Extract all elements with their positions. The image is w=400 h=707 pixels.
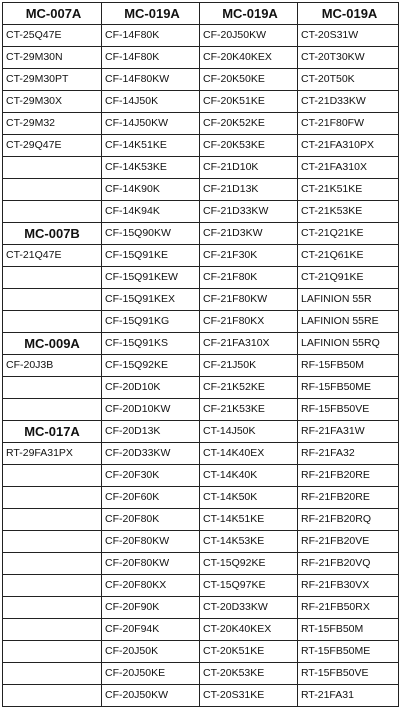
model-cell: CT-29M30X xyxy=(3,91,102,113)
model-cell: LAFINION 55RE xyxy=(298,311,399,333)
model-cell: RT-15FB50ME xyxy=(298,641,399,663)
model-cell: LAFINION 55RQ xyxy=(298,333,399,355)
model-cell: CF-15Q91KG xyxy=(102,311,200,333)
table-row xyxy=(3,421,399,443)
model-cell: CT-20S31KE xyxy=(200,685,298,707)
group-heading: MC-009A xyxy=(3,333,102,355)
model-cell: CT-20S31W xyxy=(298,25,399,47)
table-row xyxy=(3,377,399,399)
model-cell: CT-21FA310X xyxy=(298,157,399,179)
model-cell: RF-21FB20RE xyxy=(298,487,399,509)
model-cell: CT-21F80FW xyxy=(298,113,399,135)
table-row xyxy=(3,69,399,91)
model-cell: CF-20K50KE xyxy=(200,69,298,91)
model-cell: CT-15Q92KE xyxy=(200,553,298,575)
model-cell: CT-29M30PT xyxy=(3,69,102,91)
table-row xyxy=(3,443,399,465)
model-cell: CT-14K50K xyxy=(200,487,298,509)
table-row xyxy=(3,333,399,355)
model-cell: CF-20J50KW xyxy=(102,685,200,707)
model-cell: CF-15Q91KEW xyxy=(102,267,200,289)
model-cell: CF-14F80K xyxy=(102,47,200,69)
model-cell: CT-20T50K xyxy=(298,69,399,91)
model-cell: CF-20K40KEX xyxy=(200,47,298,69)
model-cell: CF-14K53KE xyxy=(102,157,200,179)
table-row xyxy=(3,135,399,157)
model-cell xyxy=(3,685,102,707)
model-cell xyxy=(3,267,102,289)
model-cell: CF-20D13K xyxy=(102,421,200,443)
table-row xyxy=(3,597,399,619)
column-header: MC-019A xyxy=(298,3,399,25)
model-cell: CF-21K53KE xyxy=(200,399,298,421)
model-cell: CF-21F80K xyxy=(200,267,298,289)
model-cell: RF-21FB50RX xyxy=(298,597,399,619)
model-cell: CT-20K53KE xyxy=(200,663,298,685)
compatibility-sheet xyxy=(2,2,398,707)
table-row xyxy=(3,245,399,267)
model-cell xyxy=(3,465,102,487)
model-cell xyxy=(3,289,102,311)
model-cell: CF-15Q92KE xyxy=(102,355,200,377)
model-cell: CF-20F80K xyxy=(102,509,200,531)
model-cell: CT-20T30KW xyxy=(298,47,399,69)
model-cell: CF-14K94K xyxy=(102,201,200,223)
model-cell: CF-14K51KE xyxy=(102,135,200,157)
model-cell: RT-15FB50VE xyxy=(298,663,399,685)
model-cell: CT-14J50K xyxy=(200,421,298,443)
model-cell: CF-20K53KE xyxy=(200,135,298,157)
table-row xyxy=(3,289,399,311)
model-cell: CF-21F80KX xyxy=(200,311,298,333)
model-cell xyxy=(3,157,102,179)
table-row xyxy=(3,685,399,707)
model-cell xyxy=(3,531,102,553)
model-cell: CT-21Q21KE xyxy=(298,223,399,245)
model-cell xyxy=(3,553,102,575)
model-cell: CF-20D33KW xyxy=(102,443,200,465)
table-row xyxy=(3,201,399,223)
model-compatibility-table xyxy=(2,2,399,707)
table-row xyxy=(3,311,399,333)
table-row xyxy=(3,641,399,663)
model-cell: CF-20J50KE xyxy=(102,663,200,685)
table-row xyxy=(3,575,399,597)
table-row xyxy=(3,399,399,421)
model-cell xyxy=(3,509,102,531)
model-cell xyxy=(3,619,102,641)
model-cell: RF-21FA32 xyxy=(298,443,399,465)
model-cell: CT-21Q61KE xyxy=(298,245,399,267)
column-header: MC-019A xyxy=(102,3,200,25)
model-cell xyxy=(3,575,102,597)
model-cell: RT-15FB50M xyxy=(298,619,399,641)
model-cell: CF-20F90K xyxy=(102,597,200,619)
model-cell: CF-21K52KE xyxy=(200,377,298,399)
model-cell: CT-15Q97KE xyxy=(200,575,298,597)
model-cell: RT-29FA31PX xyxy=(3,443,102,465)
model-cell: CT-21D33KW xyxy=(298,91,399,113)
model-cell: CF-15Q91KE xyxy=(102,245,200,267)
model-cell: CT-14K40K xyxy=(200,465,298,487)
table-row xyxy=(3,223,399,245)
model-cell: RF-15FB50ME xyxy=(298,377,399,399)
model-cell: CF-20D10KW xyxy=(102,399,200,421)
model-cell: CF-21D13K xyxy=(200,179,298,201)
model-cell xyxy=(3,377,102,399)
group-heading: MC-017A xyxy=(3,421,102,443)
table-row xyxy=(3,531,399,553)
model-cell: CF-21D3KW xyxy=(200,223,298,245)
table-row xyxy=(3,267,399,289)
table-row xyxy=(3,487,399,509)
model-cell: CF-20J3B xyxy=(3,355,102,377)
model-cell: CF-21F80KW xyxy=(200,289,298,311)
model-cell: CF-20J50K xyxy=(102,641,200,663)
model-cell xyxy=(3,487,102,509)
model-cell: CF-14F80KW xyxy=(102,69,200,91)
model-cell: CF-15Q90KW xyxy=(102,223,200,245)
model-cell: CF-20F94K xyxy=(102,619,200,641)
table-row xyxy=(3,465,399,487)
model-cell: CT-29Q47E xyxy=(3,135,102,157)
model-cell: CT-21FA310PX xyxy=(298,135,399,157)
model-cell: CF-21D33KW xyxy=(200,201,298,223)
model-cell: CT-25Q47E xyxy=(3,25,102,47)
table-row xyxy=(3,663,399,685)
model-cell: RT-21FA31 xyxy=(298,685,399,707)
model-cell: CF-15Q91KS xyxy=(102,333,200,355)
table-row xyxy=(3,25,399,47)
table-row xyxy=(3,91,399,113)
model-cell: CF-20F80KW xyxy=(102,553,200,575)
model-cell xyxy=(3,597,102,619)
model-cell: CF-20D10K xyxy=(102,377,200,399)
model-cell: CT-20D33KW xyxy=(200,597,298,619)
model-cell: CF-21J50K xyxy=(200,355,298,377)
model-cell: CT-20K40KEX xyxy=(200,619,298,641)
model-cell: CT-14K53KE xyxy=(200,531,298,553)
table-row xyxy=(3,179,399,201)
column-header: MC-019A xyxy=(200,3,298,25)
table-body xyxy=(3,25,399,707)
table-row xyxy=(3,47,399,69)
model-cell: CT-29M32 xyxy=(3,113,102,135)
model-cell: RF-21FB20RQ xyxy=(298,509,399,531)
table-row xyxy=(3,355,399,377)
model-cell xyxy=(3,201,102,223)
table-row xyxy=(3,157,399,179)
model-cell: RF-15FB50M xyxy=(298,355,399,377)
model-cell: CF-21D10K xyxy=(200,157,298,179)
column-header: MC-007A xyxy=(3,3,102,25)
model-cell: RF-21FB20RE xyxy=(298,465,399,487)
model-cell: CF-20F60K xyxy=(102,487,200,509)
model-cell xyxy=(3,641,102,663)
model-cell: RF-21FA31W xyxy=(298,421,399,443)
group-heading: MC-007B xyxy=(3,223,102,245)
model-cell: CF-21FA310X xyxy=(200,333,298,355)
table-row xyxy=(3,553,399,575)
model-cell: CF-21F30K xyxy=(200,245,298,267)
model-cell: CF-14K90K xyxy=(102,179,200,201)
model-cell: CT-21Q47E xyxy=(3,245,102,267)
header-row xyxy=(3,3,399,25)
model-cell: RF-21FB30VX xyxy=(298,575,399,597)
table-row xyxy=(3,619,399,641)
model-cell: CF-20K52KE xyxy=(200,113,298,135)
model-cell: RF-21FB20VQ xyxy=(298,553,399,575)
model-cell: CF-14J50K xyxy=(102,91,200,113)
model-cell: CT-21K51KE xyxy=(298,179,399,201)
model-cell: CF-20K51KE xyxy=(200,91,298,113)
model-cell: LAFINION 55R xyxy=(298,289,399,311)
model-cell xyxy=(3,311,102,333)
model-cell: CF-14F80K xyxy=(102,25,200,47)
model-cell: CF-14J50KW xyxy=(102,113,200,135)
model-cell: CF-20F30K xyxy=(102,465,200,487)
model-cell: RF-21FB20VE xyxy=(298,531,399,553)
model-cell: CT-21K53KE xyxy=(298,201,399,223)
table-row xyxy=(3,113,399,135)
model-cell: CT-14K40EX xyxy=(200,443,298,465)
model-cell: CF-20J50KW xyxy=(200,25,298,47)
model-cell xyxy=(3,663,102,685)
model-cell: CF-15Q91KEX xyxy=(102,289,200,311)
model-cell: CF-20F80KX xyxy=(102,575,200,597)
model-cell: CT-20K51KE xyxy=(200,641,298,663)
model-cell: CT-21Q91KE xyxy=(298,267,399,289)
model-cell: CT-14K51KE xyxy=(200,509,298,531)
table-row xyxy=(3,509,399,531)
model-cell xyxy=(3,179,102,201)
model-cell: RF-15FB50VE xyxy=(298,399,399,421)
model-cell: CF-20F80KW xyxy=(102,531,200,553)
model-cell: CT-29M30N xyxy=(3,47,102,69)
model-cell xyxy=(3,399,102,421)
